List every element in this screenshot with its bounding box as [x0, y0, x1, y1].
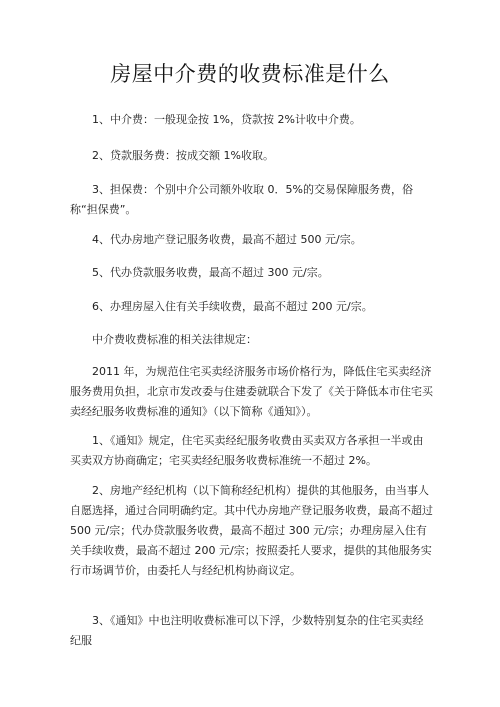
paragraph-rule-3: 3、《通知》中也注明收费标准可以下浮，少数特别复杂的住宅买卖经纪服 [70, 614, 424, 647]
paragraph-5: 5、代办贷款服务收费，最高不超过 300 元/宗。 [92, 266, 329, 279]
paragraph-2: 2、贷款服务费：按成交额 1%收取。 [92, 149, 274, 162]
paragraph-rule-1: 1、《通知》规定，住宅买卖经纪服务收费由买卖双方各承担一半或由买卖双方协商确定；宅买卖经纪服务收费标准统一不超过 2%。 [70, 434, 424, 467]
paragraph-background: 2011 年，为规范住宅买卖经济服务市场价格行为，降低住宅买卖经济服务费用负担，北京市发改委与住建委就联合下发了《关于降低本市住宅买卖经纪服务收费标准的通知》（以下简称《通知》）。 [70, 365, 433, 418]
paragraph-rule-2: 2、房地产经纪机构（以下简称经纪机构）提供的其他服务，由当事人自愿选择，通过合同明确约定。其中代办房地产登记服务收费，最高不超过 500 元/宗；代办贷款服务收费，最高不超过 300 元/宗；办理房屋入住有关手续收费，最高不超过 200 元/宗；按照委托人要求，提供的其他服务实行市场调节价，由委托人与经纪机构协商议定。 [70, 484, 433, 577]
paragraph-6: 6、办理房屋入住有关手续收费，最高不超过 200 元/宗。 [92, 300, 373, 313]
paragraph-3: 3、担保费：个别中介公司额外收取 0．5%的交易保障服务费，俗称“担保费”。 [70, 183, 413, 216]
paragraph-4: 4、代办房地产登记服务收费，最高不超过 500 元/宗。 [92, 233, 362, 246]
paragraph-1: 1、中介费：一般现金按 1%，贷款按 2%计收中介费。 [92, 113, 361, 126]
document-title: 房屋中介费的收费标准是什么 [110, 62, 390, 86]
paragraph-legal-heading: 中介费收费标准的相关法律规定： [92, 333, 257, 346]
